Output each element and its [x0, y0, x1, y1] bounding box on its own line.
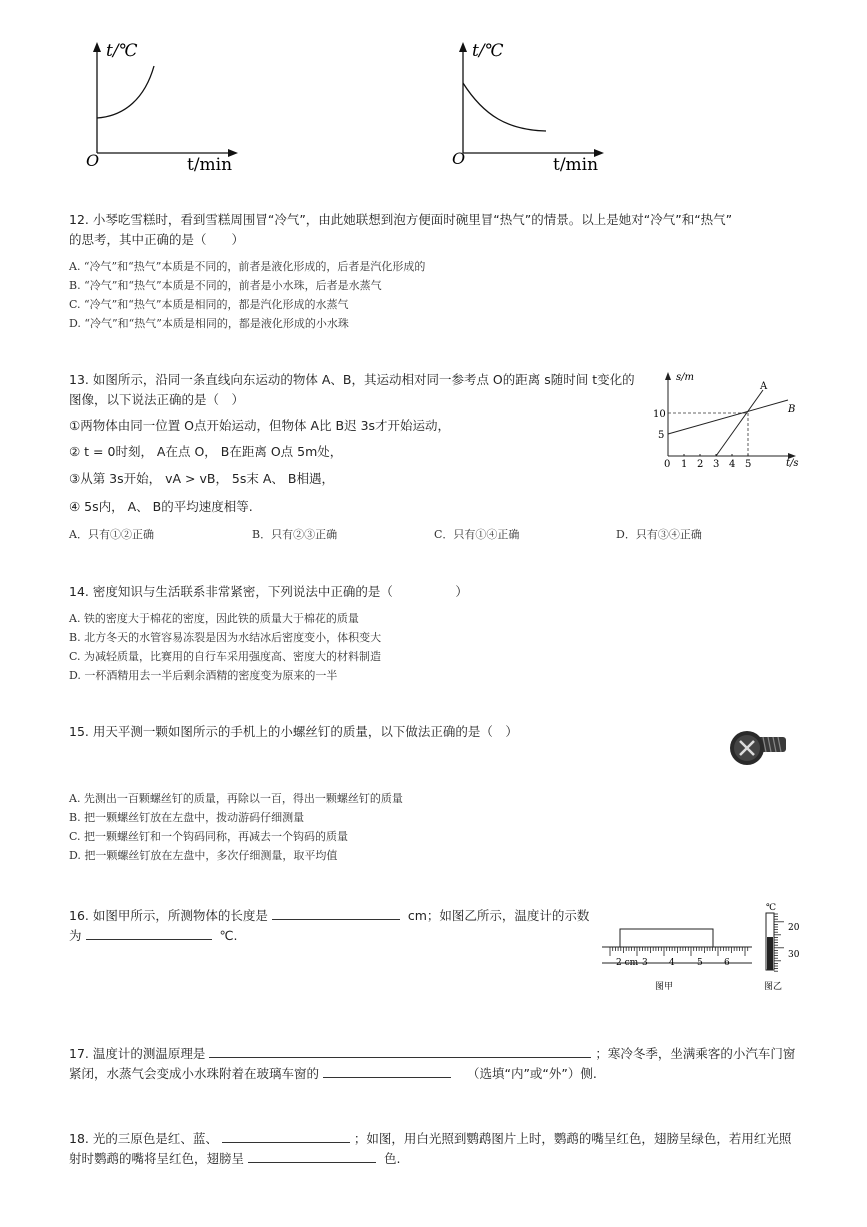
q13-label-a: A	[760, 381, 768, 392]
q17-line2	[69, 1063, 597, 1084]
q13-xtick-5: 5	[745, 459, 752, 470]
q15-option-a[interactable]: A. 先测出一百颗螺丝钉的质量，再除以一百，得出一颗螺丝钉的质量	[69, 792, 403, 805]
q12-option-d[interactable]: D. “冷气”和“热气”本质是相同的，都是液化形成的小水珠	[69, 317, 349, 330]
q14-option-d[interactable]: D. 一杯酒精用去一半后剩余酒精的密度变为原来的一半	[69, 669, 338, 682]
q13-option-c[interactable]: C．只有①④正确	[434, 528, 520, 541]
heating-graph	[80, 38, 250, 178]
graph-ylabel: t/℃	[106, 41, 138, 61]
thermo-caption: 图乙	[764, 982, 783, 992]
q17-text-part3: 紧闭，水蒸气会变成小水珠附着在玻璃车窗的	[69, 1066, 320, 1081]
q13-xtick-1: 1	[681, 459, 688, 470]
q18-text-part1: 18. 光的三原色是红、蓝、	[69, 1131, 218, 1146]
q16-text-unit1: cm；如图乙所示，温度计的示数	[407, 908, 590, 923]
q13-ytick-5: 5	[658, 430, 665, 441]
q13-statement-4: ④ 5s内， A、 B的平均速度相等.	[69, 499, 253, 514]
q18-wing-color-blank[interactable]	[248, 1148, 376, 1163]
q13-line-a	[716, 390, 763, 456]
q13-stem-line1: 13. 如图所示，沿同一条直线向东运动的物体 A、B，其运动相对同一参考点 O的距离 s随时间 t变化的	[69, 372, 635, 387]
ruler-label-6: 6	[724, 958, 730, 968]
q18-color-blank[interactable]	[222, 1128, 350, 1143]
ruler-label-2cm: 2 cm	[616, 958, 639, 968]
ruler-label-4: 4	[669, 958, 675, 968]
thermo-unit: ℃	[766, 903, 777, 913]
ruler-caption: 图甲	[655, 982, 674, 992]
q16-text-part1: 16. 如图甲所示，所测物体的长度是	[69, 908, 268, 923]
q12-stem-line1: 12. 小琴吃雪糕时，看到雪糕周围冒“冷气”，由此她联想到泡方便面时碗里冒“热气”的情景。以上是她对“冷气”和“热气”	[69, 212, 733, 227]
q16-text-part2: 为	[69, 928, 82, 943]
q16-line2	[69, 925, 238, 946]
q14-option-a[interactable]: A. 铁的密度大于棉花的密度，因此铁的质量大于棉花的质量	[69, 612, 359, 625]
q13-xtick-3: 3	[713, 459, 720, 470]
screw-image	[728, 726, 790, 770]
q18-text-part2: ；如图，用白光照到鹦鹉图片上时，鹦鹉的嘴呈红色，翅膀呈绿色，若用红光照	[353, 1131, 792, 1146]
q16-length-blank[interactable]	[272, 905, 400, 920]
q17-text-part2: ；寒冷冬季，坐满乘客的小汽车门窗	[595, 1046, 796, 1061]
graph-xlabel: t/min	[187, 155, 233, 175]
q12-option-b[interactable]: B. “冷气”和“热气”本质是不同的，前者是小水珠，后者是水蒸气	[69, 279, 382, 292]
q13-option-a[interactable]: A．只有①②正确	[69, 528, 154, 541]
graph-origin: O	[86, 151, 100, 170]
q13-statement-2: ② t = 0时刻， A在点 O， B在距离 O点 5m处，	[69, 444, 343, 459]
q15-option-d[interactable]: D. 把一颗螺丝钉放在左盘中，多次仔细测量，取平均值	[69, 849, 338, 862]
ruler-figure	[600, 925, 755, 995]
q13-statement-1: ①两物体由同一位置 O点开始运动，但物体 A比 B迟 3s才开始运动，	[69, 418, 451, 433]
q17-text-part4: （选填“内”或“外”）侧.	[466, 1066, 597, 1081]
q14-stem: 14. 密度知识与生活联系非常紧密，下列说法中正确的是（ ）	[69, 584, 468, 599]
q18-text-part4: 色.	[383, 1151, 401, 1166]
q13-option-b[interactable]: B．只有②③正确	[252, 528, 338, 541]
q14-option-b[interactable]: B. 北方冬天的水管容易冻裂是因为水结冰后密度变小，体积变大	[69, 631, 382, 644]
q16-line1	[69, 905, 589, 926]
cooling-graph	[446, 38, 616, 178]
q18-text-part3: 射时鹦鹉的嘴将呈红色，翅膀呈	[69, 1151, 245, 1166]
thermometer-figure	[760, 900, 810, 995]
graph-xlabel: t/min	[553, 155, 599, 175]
q17-principle-blank[interactable]	[209, 1043, 591, 1058]
q17-text-part1: 17. 温度计的测温原理是	[69, 1046, 206, 1061]
q15-stem: 15. 用天平测一颗如图所示的手机上的小螺丝钉的质量，以下做法正确的是（ ）	[69, 724, 518, 739]
q13-xtick-4: 4	[729, 459, 736, 470]
graph-ylabel: t/℃	[472, 41, 504, 61]
q13-xlabel: t/s	[786, 458, 799, 469]
q13-line-b	[668, 400, 788, 434]
q17-line1	[69, 1043, 795, 1064]
q17-side-blank[interactable]	[323, 1063, 451, 1078]
q13-xtick-2: 2	[697, 459, 704, 470]
ruler-label-3: 3	[642, 958, 648, 968]
q12-stem-line2: 的思考，其中正确的是（ ）	[69, 232, 245, 247]
q15-option-c[interactable]: C. 把一颗螺丝钉和一个钩码同称，再减去一个钩码的质量	[69, 830, 349, 843]
thermo-tick-20: 20	[788, 923, 800, 933]
thermo-tick-30: 30	[788, 950, 800, 960]
q16-temperature-blank[interactable]	[86, 925, 212, 940]
ruler-label-5: 5	[697, 958, 703, 968]
q16-text-unit2: ℃.	[219, 928, 238, 943]
q13-statement-3: ③从第 3s开始， vA > vB， 5s末 A、 B相遇，	[69, 471, 334, 486]
q13-stem-line2: 图像，以下说法正确的是（ ）	[69, 392, 245, 407]
q13-ytick-10: 10	[653, 409, 666, 420]
q13-st-graph	[648, 368, 802, 472]
q12-option-a[interactable]: A. “冷气”和“热气”本质是不同的，前者是液化形成的，后者是汽化形成的	[69, 260, 426, 273]
q15-option-b[interactable]: B. 把一颗螺丝钉放在左盘中，拨动游码仔细测量	[69, 811, 305, 824]
graph-origin: O	[452, 149, 466, 168]
q18-line2	[69, 1148, 400, 1169]
q13-xtick-0: 0	[664, 459, 671, 470]
q13-ylabel: s/m	[676, 372, 694, 383]
q18-line1	[69, 1128, 791, 1149]
q13-label-b: B	[788, 404, 796, 415]
q12-option-c[interactable]: C. “冷气”和“热气”本质是相同的，都是汽化形成的水蒸气	[69, 298, 349, 311]
q13-option-d[interactable]: D．只有③④正确	[616, 528, 702, 541]
q14-option-c[interactable]: C. 为减轻质量，比赛用的自行车采用强度高、密度大的材料制造	[69, 650, 382, 663]
